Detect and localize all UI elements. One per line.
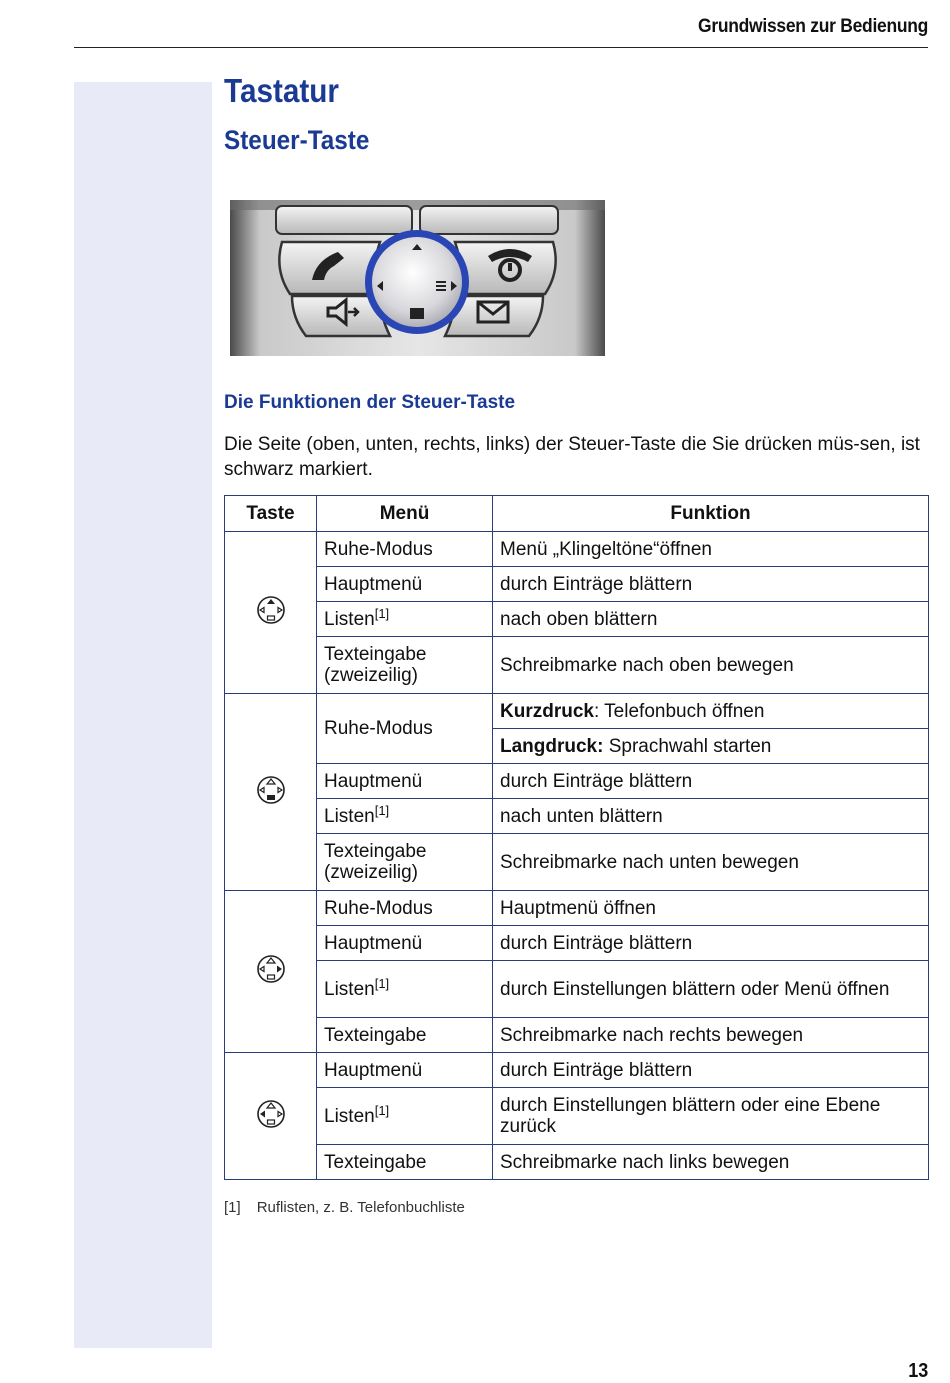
key-cell <box>225 694 317 891</box>
function-text: Sprachwahl starten <box>603 735 772 757</box>
table-row <box>225 834 929 891</box>
table-row <box>225 1088 929 1145</box>
function-cell <box>493 694 929 729</box>
footnote-ref: [1] <box>374 802 390 818</box>
menu-label: Listen <box>324 1105 375 1127</box>
footnote-mark: [1] <box>224 1199 241 1216</box>
table-header-row <box>225 496 929 532</box>
header-menu: Menü <box>317 496 493 532</box>
menu-cell: Texteingabe (zweizeilig) <box>317 834 493 891</box>
menu-cell: Ruhe-Modus <box>317 694 493 764</box>
control-key-left-icon <box>256 1099 286 1129</box>
page-title: Tastatur <box>224 72 339 109</box>
table-row <box>225 891 929 926</box>
function-cell: Hauptmenü öffnen <box>493 891 929 926</box>
function-cell: durch Einträge blättern <box>493 1053 929 1088</box>
function-bold: Kurzdruck <box>500 700 594 722</box>
function-cell: Schreibmarke nach oben bewegen <box>493 637 929 694</box>
function-cell: Schreibmarke nach unten bewegen <box>493 834 929 891</box>
function-cell: nach oben blättern <box>493 602 929 637</box>
menu-label: Listen <box>324 608 375 630</box>
header-rule <box>74 47 928 48</box>
menu-cell <box>317 602 493 637</box>
menu-cell: Texteingabe <box>317 1018 493 1053</box>
key-cell <box>225 891 317 1053</box>
menu-label: Listen <box>324 978 375 1000</box>
menu-cell: Hauptmenü <box>317 926 493 961</box>
menu-cell: Texteingabe <box>317 1145 493 1180</box>
table-row <box>225 961 929 1018</box>
table-row <box>225 1145 929 1180</box>
function-cell <box>493 729 929 764</box>
table-row <box>225 567 929 602</box>
subsection-title: Die Funktionen der Steuer-Taste <box>224 392 516 413</box>
function-cell: nach unten blättern <box>493 799 929 834</box>
function-cell: Schreibmarke nach links bewegen <box>493 1145 929 1180</box>
footnote <box>224 1199 465 1216</box>
function-cell: durch Einträge blättern <box>493 764 929 799</box>
footnote-text: Ruflisten, z. B. Telefonbuchliste <box>256 1199 465 1216</box>
control-key-down-icon <box>256 775 286 805</box>
function-bold: Langdruck: <box>500 735 604 757</box>
table-row <box>225 1053 929 1088</box>
function-cell: durch Einstellungen blättern oder Menü öffnen <box>493 961 929 1018</box>
menu-cell: Hauptmenü <box>317 764 493 799</box>
function-cell: Menü „Klingeltöne“öffnen <box>493 532 929 567</box>
menu-cell: Texteingabe (zweizeilig) <box>317 637 493 694</box>
phone-keypad-image <box>230 200 605 356</box>
margin-band <box>74 82 212 1348</box>
control-key-up-icon <box>256 595 286 625</box>
footnote-ref: [1] <box>374 1102 390 1118</box>
function-cell: Schreibmarke nach rechts bewegen <box>493 1018 929 1053</box>
table-row <box>225 799 929 834</box>
menu-cell: Hauptmenü <box>317 567 493 602</box>
function-table <box>224 495 929 1180</box>
menu-cell <box>317 799 493 834</box>
menu-label: Listen <box>324 805 375 827</box>
table-row <box>225 694 929 729</box>
running-header: Grundwissen zur Bedienung <box>697 16 928 37</box>
control-key-right-icon <box>256 954 286 984</box>
menu-cell: Hauptmenü <box>317 1053 493 1088</box>
function-text: : Telefonbuch öffnen <box>593 700 765 722</box>
table-row <box>225 637 929 694</box>
menu-cell: Ruhe-Modus <box>317 891 493 926</box>
table-row <box>225 1018 929 1053</box>
function-cell: durch Einträge blättern <box>493 567 929 602</box>
header-function: Funktion <box>493 496 929 532</box>
menu-cell <box>317 1088 493 1145</box>
menu-cell: Ruhe-Modus <box>317 532 493 567</box>
header-key: Taste <box>225 496 317 532</box>
section-title: Steuer-Taste <box>224 125 370 155</box>
footnote-ref: [1] <box>374 605 390 621</box>
key-cell <box>225 532 317 694</box>
footnote-ref: [1] <box>374 975 390 991</box>
function-cell: durch Einstellungen blättern oder eine Ebene zurück <box>493 1088 929 1145</box>
table-row <box>225 602 929 637</box>
menu-cell <box>317 961 493 1018</box>
page-number: 13 <box>907 1360 928 1382</box>
table-row <box>225 532 929 567</box>
key-cell <box>225 1053 317 1180</box>
table-row <box>225 764 929 799</box>
table-row <box>225 926 929 961</box>
function-cell: durch Einträge blättern <box>493 926 929 961</box>
intro-paragraph: Die Seite (oben, unten, rechts, links) der Steuer-Taste die Sie drücken müs-sen, ist schwarz markiert. <box>224 434 920 480</box>
